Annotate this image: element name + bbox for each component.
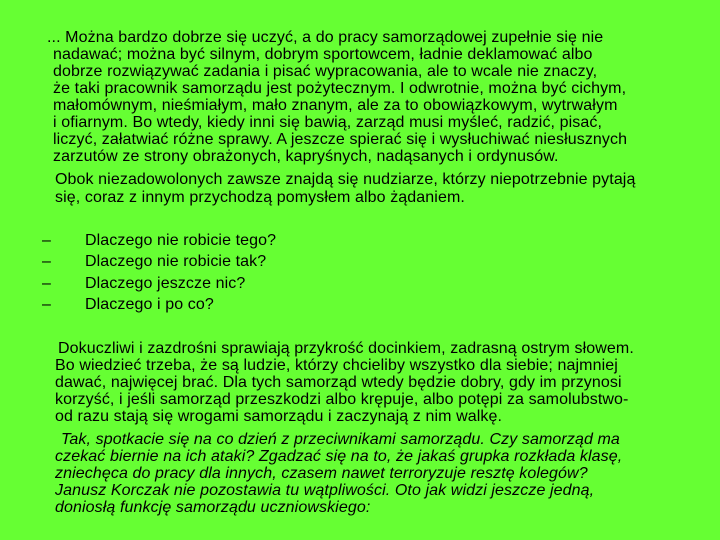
paragraph-1-line: zarzutów ze strony obrażonych, kapryśnych, nadąsanych i ordynusów. bbox=[53, 148, 559, 165]
list-item: Dlaczego nie robicie tego? bbox=[85, 232, 277, 249]
paragraph-4-line: Janusz Korczak nie pozostawia tu wątpliwości. Oto jak widzi jeszcze jedną, bbox=[55, 482, 595, 499]
paragraph-1-line: i ofiarnym. Bo wtedy, kiedy inni się bawią, zarząd musi myśleć, radzić, pisać, bbox=[53, 114, 603, 131]
paragraph-1-line: nadawać; można być silnym, dobrym sportowcem, ładnie deklamować albo bbox=[53, 46, 593, 63]
list-item: Dlaczego jeszcze nic? bbox=[85, 275, 246, 292]
paragraph-4-line: Tak, spotkacie się na co dzień z przeciwnikami samorządu. Czy samorząd ma bbox=[61, 431, 620, 448]
paragraph-1-line: że taki pracownik samorządu jest pożytecznym. I odwrotnie, można być cichym, bbox=[53, 80, 627, 97]
list-dash: – bbox=[42, 253, 51, 270]
paragraph-1-line: małomównym, nieśmiałym, mało znanym, ale za to obowiązkowym, wytrwałym bbox=[53, 97, 618, 114]
paragraph-3-line: Bo wiedzieć trzeba, że są ludzie, którzy chcieliby wszystko dla siebie; najmniej bbox=[55, 357, 618, 374]
paragraph-4-line: doniosłą funkcję samorządu uczniowskiego: bbox=[55, 499, 371, 516]
paragraph-3-line: od razu stają się wrogami samorządu i zaczynają z nim walkę. bbox=[55, 408, 503, 425]
paragraph-3-line: dawać, najwięcej brać. Dla tych samorząd wtedy będzie dobry, gdy im przynosi bbox=[55, 374, 622, 391]
paragraph-3-line: Dokuczliwi i zazdrośni sprawiają przykrość docinkiem, zadrasną ostrym słowem. bbox=[58, 340, 634, 357]
paragraph-4-line: zniechęca do pracy dla innych, czasem nawet terroryzuje resztę kolegów? bbox=[55, 465, 588, 482]
paragraph-4-line: czekać biernie na ich ataki? Zgadzać się na to, że jakaś grupka rozkłada klasę, bbox=[55, 448, 623, 465]
paragraph-2-line: się, coraz z innym przychodzą pomysłem albo żądaniem. bbox=[55, 189, 465, 206]
paragraph-3-line: korzyść, i jeśli samorząd przeszkodzi albo krępuje, albo potępi za samolubstwo- bbox=[55, 391, 629, 408]
list-dash: – bbox=[42, 232, 51, 249]
list-item: Dlaczego nie robicie tak? bbox=[85, 253, 267, 270]
paragraph-1-line: ... Można bardzo dobrze się uczyć, a do pracy samorządowej zupełnie się nie bbox=[47, 29, 604, 46]
paragraph-1-line: dobrze rozwiązywać zadania i pisać wypracowania, ale to wcale nie znaczy, bbox=[53, 63, 598, 80]
list-dash: – bbox=[42, 296, 51, 313]
paragraph-1-line: liczyć, załatwiać różne sprawy. A jeszcze spierać się i wysłuchiwać niesłusznych bbox=[53, 131, 628, 148]
list-item: Dlaczego i po co? bbox=[85, 296, 214, 313]
list-dash: – bbox=[42, 275, 51, 292]
paragraph-2-line: Obok niezadowolonych zawsze znajdą się nudziarze, którzy niepotrzebnie pytają bbox=[55, 171, 636, 188]
